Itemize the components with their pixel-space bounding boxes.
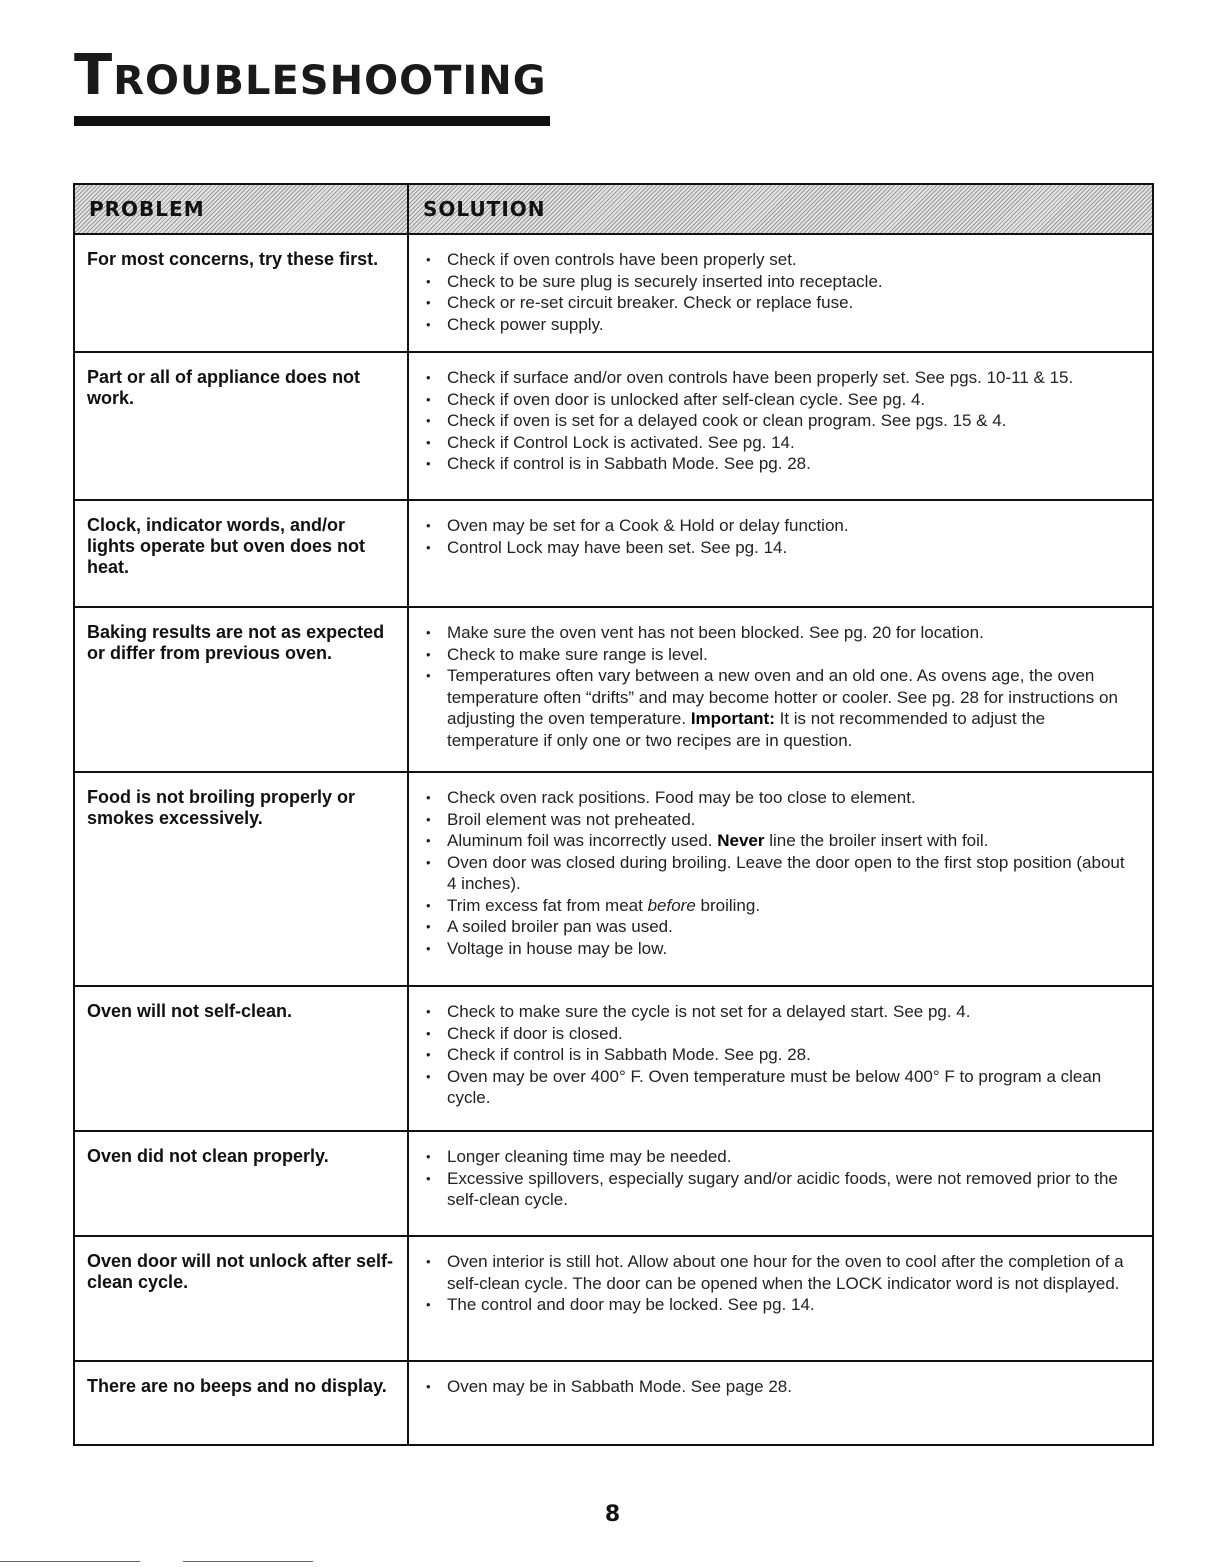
problem-cell: Baking results are not as expected or differ from previous oven. [75, 608, 409, 771]
problem-cell: Oven door will not unlock after self-clean cycle. [75, 1237, 409, 1360]
problem-cell: Food is not broiling properly or smokes excessively. [75, 773, 409, 985]
solution-bullet: • Longer cleaning time may be needed. [425, 1146, 1138, 1168]
solution-bullet [425, 665, 1138, 751]
table-row [75, 353, 1152, 501]
page-number: 8 [604, 1502, 621, 1527]
solution-bullet: • Check if door is closed. [425, 1023, 1138, 1045]
problem-cell: Oven did not clean properly. [75, 1132, 409, 1235]
problem-cell: Oven will not self-clean. [75, 987, 409, 1130]
solution-cell [409, 987, 1152, 1130]
solution-bullet: • Check if oven controls have been properly set. [425, 249, 1138, 271]
troubleshooting-table [73, 183, 1154, 1446]
solution-cell [409, 608, 1152, 771]
footer-rule [183, 1561, 313, 1562]
solution-bullet [425, 895, 1138, 917]
solution-cell [409, 501, 1152, 606]
solution-bullet: • Check oven rack positions. Food may be too close to element. [425, 787, 1138, 809]
table-row [75, 773, 1152, 987]
solution-bullet: • Broil element was not preheated. [425, 809, 1138, 831]
solution-bullet: • Check or re-set circuit breaker. Check or replace fuse. [425, 292, 1138, 314]
solution-bullet: • Check if control is in Sabbath Mode. See pg. 28. [425, 1044, 1138, 1066]
bullet-text: Trim excess fat from meat [447, 895, 648, 915]
table-row [75, 1362, 1152, 1444]
solution-bullet: • Oven may be set for a Cook & Hold or delay function. [425, 515, 1138, 537]
solution-column-header: SOLUTION [423, 197, 546, 221]
important-label: Important: [690, 709, 775, 728]
problem-cell: Clock, indicator words, and/or lights operate but oven does not heat. [75, 501, 409, 606]
solution-cell [409, 1237, 1152, 1360]
table-row [75, 501, 1152, 608]
table-row [75, 987, 1152, 1132]
solution-bullet: • Check to be sure plug is securely inserted into receptacle. [425, 271, 1138, 293]
table-header [75, 185, 1152, 235]
solution-bullet: • The control and door may be locked. See pg. 14. [425, 1294, 1138, 1316]
bullet-text: Temperatures often vary between a new oven and an old one. As ovens age, the oven temperature often “drifts” and may become hotter or cooler. See pg. 28 for instructions on adjusting the oven temperature. [447, 666, 1118, 728]
footer-rule [0, 1561, 140, 1562]
solution-bullet: • Check if surface and/or oven controls have been properly set. See pgs. 10-11 & 15. [425, 367, 1138, 389]
bullet-text: line the broiler insert with foil. [764, 831, 989, 850]
solution-bullet: • Control Lock may have been set. See pg. 14. [425, 537, 1138, 559]
solution-bullet: • Check to make sure the cycle is not set for a delayed start. See pg. 4. [425, 1001, 1138, 1023]
table-row [75, 235, 1152, 353]
solution-bullet: • Oven may be over 400° F. Oven temperature must be below 400° F to program a clean cycle. [425, 1066, 1138, 1109]
solution-bullet: • Check to make sure range is level. [425, 644, 1138, 666]
solution-bullet: • Check if oven is set for a delayed cook or clean program. See pgs. 15 & 4. [425, 410, 1138, 432]
solution-bullet: • Make sure the oven vent has not been blocked. See pg. 20 for location. [425, 622, 1138, 644]
solution-bullet: • Check power supply. [425, 314, 1138, 336]
page-title [74, 43, 547, 108]
table-row [75, 1132, 1152, 1237]
solution-bullet: • Voltage in house may be low. [425, 938, 1138, 960]
solution-cell [409, 353, 1152, 499]
problem-cell: Part or all of appliance does not work. [75, 353, 409, 499]
page-title-initial: T [74, 43, 114, 108]
bullet-text: It is not recommended to adjust the temperature if only one or two recipes are in question. [447, 709, 1046, 750]
solution-cell [409, 1362, 1152, 1444]
problem-column-header: PROBLEM [75, 185, 409, 233]
solution-bullet: • Oven interior is still hot. Allow about one hour for the oven to cool after the completion of a self-clean cycle. The door can be opened when the LOCK indicator word is not displayed. [425, 1251, 1138, 1294]
solution-bullet: • Oven may be in Sabbath Mode. See page 28. [425, 1376, 1138, 1398]
bullet-text: Aluminum foil was incorrectly used. [447, 831, 718, 850]
title-underline [74, 116, 550, 126]
problem-cell: For most concerns, try these first. [75, 235, 409, 351]
solution-bullet: • Check if Control Lock is activated. See pg. 14. [425, 432, 1138, 454]
solution-bullet [425, 830, 1138, 852]
solution-bullet: • Check if oven door is unlocked after self-clean cycle. See pg. 4. [425, 389, 1138, 411]
solution-bullet: • A soiled broiler pan was used. [425, 916, 1138, 938]
solution-cell [409, 1132, 1152, 1235]
solution-bullet: • Check if control is in Sabbath Mode. See pg. 28. [425, 453, 1138, 475]
bullet-text: broiling. [695, 895, 761, 915]
table-row [75, 608, 1152, 773]
problem-cell: There are no beeps and no display. [75, 1362, 409, 1444]
table-row [75, 1237, 1152, 1362]
solution-cell [409, 235, 1152, 351]
solution-bullet: • Oven door was closed during broiling. Leave the door open to the first stop position (about 4 inches). [425, 852, 1138, 895]
page-title-rest: ROUBLESHOOTING [113, 58, 547, 104]
before-emphasis: before [647, 895, 696, 915]
solution-cell [409, 773, 1152, 985]
never-label: Never [717, 831, 765, 850]
solution-bullet: • Excessive spillovers, especially sugary and/or acidic foods, were not removed prior to the self-clean cycle. [425, 1168, 1138, 1211]
